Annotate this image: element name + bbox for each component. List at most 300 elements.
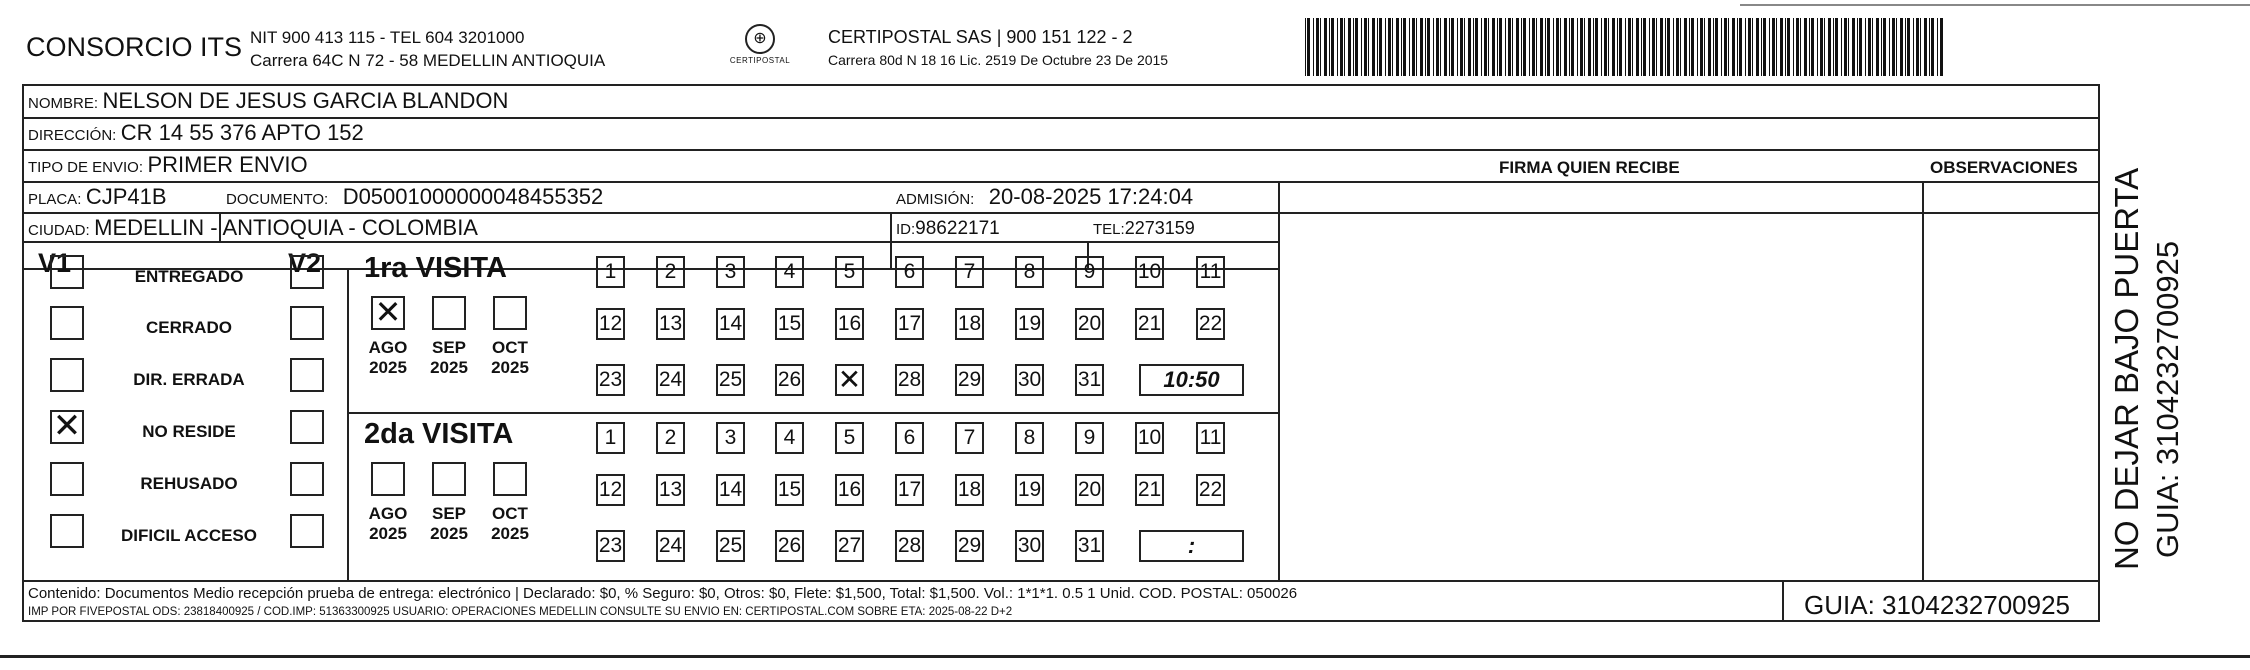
time-box[interactable]: 10:50 <box>1139 364 1244 396</box>
barcode-bar <box>1641 18 1642 76</box>
rule <box>1922 181 1924 581</box>
barcode-bar <box>1368 18 1369 76</box>
barcode-bar <box>1425 18 1426 76</box>
barcode-bar <box>1595 18 1598 76</box>
placa-row <box>28 184 167 210</box>
barcode-bar <box>1713 18 1714 76</box>
day-box[interactable]: 13 <box>656 474 685 506</box>
barcode-bar <box>1800 18 1801 76</box>
day-box[interactable]: 30 <box>1015 364 1044 396</box>
barcode-bar <box>1492 18 1495 76</box>
barcode-bar <box>1636 18 1639 76</box>
barcode-bar <box>1379 18 1382 76</box>
day-box[interactable]: 20 <box>1075 474 1104 506</box>
barcode-bar <box>1316 18 1319 76</box>
barcode-bar <box>1907 18 1910 76</box>
barcode-bar <box>1892 18 1895 76</box>
status-v2-checkbox[interactable] <box>290 410 324 444</box>
barcode-bar <box>1569 18 1570 76</box>
day-box[interactable]: 11 <box>1196 422 1225 454</box>
placa-value: CJP41B <box>85 184 167 209</box>
barcode-bar <box>1632 18 1633 76</box>
id-label: ID: <box>896 221 916 238</box>
day-box[interactable]: 9 <box>1075 422 1104 454</box>
barcode-bar <box>1427 18 1430 76</box>
status-label: NO RESIDE <box>142 422 236 441</box>
barcode-bar <box>1392 18 1393 76</box>
status-v2-checkbox[interactable] <box>290 306 324 340</box>
day-box[interactable]: 8 <box>1015 422 1044 454</box>
day-box[interactable]: 10 <box>1135 256 1164 288</box>
visit1-title: 1ra VISITA <box>364 252 507 284</box>
barcode-bar <box>1780 18 1783 76</box>
barcode-bar <box>1876 18 1879 76</box>
barcode-bar <box>1372 18 1375 76</box>
logo-emblem-icon: ⊕ <box>745 24 775 54</box>
barcode-bar <box>1859 18 1862 76</box>
direccion-value: CR 14 55 376 APTO 152 <box>120 120 364 145</box>
day-box[interactable]: 3 <box>716 256 745 288</box>
admision-row <box>896 184 1193 210</box>
month-checkbox[interactable] <box>432 462 466 496</box>
company-name: CONSORCIO ITS <box>26 32 243 62</box>
status-v1-checkbox[interactable] <box>50 306 84 340</box>
day-box[interactable]: 3 <box>716 422 745 454</box>
visit2-title: 2da VISITA <box>364 418 514 450</box>
day-box[interactable]: 1 <box>596 256 625 288</box>
barcode-bar <box>1769 18 1770 76</box>
barcode-bar <box>1931 18 1934 76</box>
barcode-bar <box>1680 18 1681 76</box>
day-box[interactable]: 9 <box>1075 256 1104 288</box>
barcode-bar <box>1516 18 1519 76</box>
barcode-bar <box>1475 18 1478 76</box>
month-checkbox[interactable] <box>493 462 527 496</box>
barcode-bar <box>1536 18 1537 76</box>
month-label <box>422 338 476 378</box>
barcode-bar <box>1440 18 1441 76</box>
barcode-bar <box>1785 18 1786 76</box>
top-rule <box>1740 4 2250 6</box>
admision-value: 20-08-2025 17:24:04 <box>988 184 1194 209</box>
status-label: CERRADO <box>146 318 232 337</box>
documento-row <box>226 184 603 210</box>
day-box[interactable]: 28 <box>895 530 924 562</box>
rule <box>24 580 2098 582</box>
barcode-bar <box>1361 18 1362 76</box>
certipostal-logo <box>728 24 792 74</box>
month-year: 2025 <box>369 524 407 543</box>
id-row <box>896 218 1000 240</box>
barcode-bar <box>1732 18 1735 76</box>
time-box[interactable]: : <box>1139 530 1244 562</box>
side-guia: GUIA: 3104232700925 <box>2150 240 2185 558</box>
barcode-bar <box>1940 18 1943 76</box>
barcode-bar <box>1484 18 1487 76</box>
status-v1-checkbox[interactable] <box>50 358 84 392</box>
rule <box>347 412 1278 414</box>
day-box[interactable]: 19 <box>1015 308 1044 340</box>
barcode-bar <box>1652 18 1655 76</box>
barcode-bar <box>1553 18 1554 76</box>
barcode-bar <box>1916 18 1919 76</box>
day-box[interactable]: 14 <box>716 474 745 506</box>
tipo-envio-row <box>28 152 308 178</box>
company-address: Carrera 64C N 72 - 58 MEDELLIN ANTIOQUIA <box>250 51 606 70</box>
day-box[interactable]: 18 <box>955 474 984 506</box>
barcode-bar <box>1420 18 1423 76</box>
status-v1-checkbox[interactable] <box>50 514 84 548</box>
day-box[interactable]: 17 <box>895 308 924 340</box>
barcode-bar <box>1905 18 1906 76</box>
delivery-form <box>22 84 2100 622</box>
rule <box>1278 181 1280 581</box>
barcode-bar <box>1313 18 1314 76</box>
day-box[interactable]: 29 <box>955 530 984 562</box>
barcode-bar <box>1481 18 1482 76</box>
barcode-bar <box>1676 18 1679 76</box>
status-label: DIR. ERRADA <box>133 370 245 389</box>
day-box[interactable]: 10 <box>1135 422 1164 454</box>
barcode-bar <box>1556 18 1559 76</box>
barcode-bar <box>1697 18 1698 76</box>
barcode-bar <box>1588 18 1591 76</box>
barcode-bar <box>1700 18 1703 76</box>
day-box[interactable]: 12 <box>596 474 625 506</box>
barcode-bar <box>1665 18 1666 76</box>
barcode-bar <box>1512 18 1513 76</box>
barcode-bar <box>1416 18 1417 76</box>
side-warning: NO DEJAR BAJO PUERTA <box>2108 167 2145 570</box>
barcode-bar <box>1601 18 1602 76</box>
day-box[interactable]: 8 <box>1015 256 1044 288</box>
barcode-bar <box>1593 18 1594 76</box>
barcode-bar <box>1787 18 1790 76</box>
footer-guia: GUIA: 3104232700925 <box>1804 590 2070 620</box>
barcode-bar <box>1724 18 1727 76</box>
rule <box>347 268 349 581</box>
day-box[interactable]: 15 <box>775 308 804 340</box>
status-v2-checkbox[interactable] <box>290 462 324 496</box>
day-box[interactable]: 31 <box>1075 530 1104 562</box>
month-year: 2025 <box>430 358 468 377</box>
barcode-bar <box>1473 18 1474 76</box>
day-box[interactable]: 17 <box>895 474 924 506</box>
barcode-bar <box>1344 18 1345 76</box>
barcode-bar <box>1889 18 1890 76</box>
barcode-bar <box>1852 18 1855 76</box>
id-value: 98622171 <box>915 218 1000 239</box>
barcode-bar <box>1523 18 1526 76</box>
barcode-bar <box>1660 18 1663 76</box>
day-box[interactable]: 23 <box>596 530 625 562</box>
barcode-bar <box>1460 18 1463 76</box>
month-year: 2025 <box>369 358 407 377</box>
barcode-bar <box>1449 18 1450 76</box>
month-checkbox[interactable] <box>432 296 466 330</box>
barcode-bar <box>1571 18 1574 76</box>
barcode-bar <box>1412 18 1415 76</box>
barcode-bar <box>1684 18 1687 76</box>
barcode-bar <box>1508 18 1511 76</box>
status-v1-checkbox[interactable]: ✕ <box>50 410 84 444</box>
tel-value: 2273159 <box>1124 218 1195 238</box>
barcode-bar <box>1457 18 1458 76</box>
day-box[interactable]: 2 <box>656 256 685 288</box>
barcode-bar <box>1820 18 1823 76</box>
month-label <box>483 338 537 378</box>
day-box[interactable]: 6 <box>895 256 924 288</box>
day-box[interactable]: 15 <box>775 474 804 506</box>
day-box[interactable]: 5 <box>835 422 864 454</box>
day-box[interactable]: 12 <box>596 308 625 340</box>
v2-header: V2 <box>288 248 322 278</box>
barcode-bar <box>1739 18 1742 76</box>
barcode-bar <box>1689 18 1690 76</box>
barcode-bar <box>1377 18 1378 76</box>
barcode-bar <box>1763 18 1766 76</box>
barcode-bar <box>1364 18 1367 76</box>
barcode-bar <box>1464 18 1465 76</box>
nombre-row <box>28 88 508 114</box>
day-box[interactable]: 21 <box>1135 474 1164 506</box>
rule <box>24 212 2098 214</box>
barcode-bar <box>1307 18 1310 76</box>
barcode-bar <box>1545 18 1546 76</box>
barcode-bar <box>1337 18 1338 76</box>
month-name: OCT <box>492 338 528 357</box>
day-box[interactable]: 25 <box>716 364 745 396</box>
nombre-value: NELSON DE JESUS GARCIA BLANDON <box>102 88 509 113</box>
barcode-bar <box>1752 18 1753 76</box>
month-checkbox[interactable] <box>371 462 405 496</box>
status-v2-checkbox[interactable] <box>290 358 324 392</box>
tipo-envio-value: PRIMER ENVIO <box>147 152 308 177</box>
month-checkbox[interactable] <box>493 296 527 330</box>
day-box[interactable]: 24 <box>656 530 685 562</box>
barcode-bar <box>1320 18 1321 76</box>
observaciones-header: OBSERVACIONES <box>1930 158 2078 177</box>
barcode-bar <box>1388 18 1391 76</box>
admision-label: ADMISIÓN: <box>896 191 975 208</box>
barcode-bar <box>1937 18 1938 76</box>
day-box[interactable]: 26 <box>775 364 804 396</box>
month-label <box>361 504 415 544</box>
barcode-bar <box>1521 18 1522 76</box>
barcode-bar <box>1809 18 1810 76</box>
day-box[interactable]: 22 <box>1196 474 1225 506</box>
certipostal-name: CERTIPOSTAL SAS | 900 151 122 - 2 <box>828 27 1133 47</box>
barcode-bar <box>1715 18 1718 76</box>
barcode-bar <box>1580 18 1583 76</box>
barcode-bar <box>1828 18 1831 76</box>
day-box[interactable]: 2 <box>656 422 685 454</box>
barcode <box>1305 18 1943 76</box>
barcode-bar <box>1497 18 1498 76</box>
day-box[interactable]: 4 <box>775 256 804 288</box>
barcode-bar <box>1608 18 1609 76</box>
barcode-bar <box>1403 18 1406 76</box>
barcode-bar <box>1560 18 1561 76</box>
company-nit: NIT 900 413 115 - TEL 604 3201000 <box>250 28 525 47</box>
barcode-bar <box>1868 18 1871 76</box>
company-info <box>250 26 605 72</box>
day-box[interactable]: 29 <box>955 364 984 396</box>
nombre-label: NOMBRE: <box>28 95 99 112</box>
month-name: SEP <box>431 504 467 523</box>
ciudad-value: MEDELLIN - ANTIOQUIA - COLOMBIA <box>94 215 478 240</box>
status-v1-checkbox[interactable] <box>50 462 84 496</box>
firma-header: FIRMA QUIEN RECIBE <box>1499 158 1680 177</box>
day-box[interactable]: 16 <box>835 474 864 506</box>
barcode-bar <box>1540 18 1543 76</box>
day-box[interactable]: 13 <box>656 308 685 340</box>
barcode-bar <box>1505 18 1506 76</box>
barcode-bar <box>1817 18 1818 76</box>
day-box[interactable]: 28 <box>895 364 924 396</box>
direccion-row <box>28 120 364 146</box>
month-name: SEP <box>431 338 467 357</box>
barcode-bar <box>1835 18 1838 76</box>
day-box[interactable]: ✕ <box>835 364 864 396</box>
barcode-bar <box>1745 18 1746 76</box>
day-box[interactable]: 16 <box>835 308 864 340</box>
barcode-bar <box>1499 18 1502 76</box>
day-box[interactable]: 31 <box>1075 364 1104 396</box>
month-label <box>422 504 476 544</box>
barcode-bar <box>1329 18 1330 76</box>
rule <box>24 117 2098 119</box>
barcode-bar <box>1348 18 1351 76</box>
barcode-bar <box>1667 18 1670 76</box>
barcode-bar <box>1433 18 1434 76</box>
day-box[interactable]: 27 <box>835 530 864 562</box>
day-box[interactable]: 7 <box>955 422 984 454</box>
barcode-bar <box>1468 18 1471 76</box>
day-box[interactable]: 30 <box>1015 530 1044 562</box>
status-v2-checkbox[interactable] <box>290 514 324 548</box>
month-year: 2025 <box>430 524 468 543</box>
day-box[interactable]: 7 <box>955 256 984 288</box>
ciudad-label: CIUDAD: <box>28 222 90 239</box>
day-box[interactable]: 22 <box>1196 308 1225 340</box>
direccion-label: DIRECCIÓN: <box>28 127 117 144</box>
tel-row <box>1093 218 1195 239</box>
documento-value: D05001000000048455352 <box>342 184 604 209</box>
rule <box>24 149 2098 151</box>
status-label: REHUSADO <box>140 474 238 493</box>
rule <box>24 241 1278 243</box>
barcode-bar <box>1488 18 1489 76</box>
barcode-bar <box>1761 18 1762 76</box>
barcode-bar <box>1737 18 1738 76</box>
day-box[interactable]: 23 <box>596 364 625 396</box>
day-box[interactable]: 18 <box>955 308 984 340</box>
barcode-bar <box>1900 18 1903 76</box>
status-v1-checkbox[interactable] <box>50 255 84 289</box>
barcode-bar <box>1305 18 1306 76</box>
status-v2-checkbox[interactable] <box>290 255 324 289</box>
barcode-bar <box>1708 18 1711 76</box>
barcode-bar <box>1617 18 1618 76</box>
month-checkbox[interactable]: ✕ <box>371 296 405 330</box>
day-box[interactable]: 6 <box>895 422 924 454</box>
certipostal-address: Carrera 80d N 18 16 Lic. 2519 De Octubre 23 De 2015 <box>828 52 1169 68</box>
footer-content: Contenido: Documentos Medio recepción prueba de entrega: electrónico | Declarado: $0, % Seguro: $0, Otros: $0, Flete: $1,500, Total: $1,500. Vol.: 1*1*1. 0.5 1 Unid. COD. POSTAL: 050026 <box>28 585 1298 602</box>
barcode-bar <box>1628 18 1631 76</box>
day-box[interactable]: 5 <box>835 256 864 288</box>
barcode-bar <box>1451 18 1454 76</box>
barcode-bar <box>1848 18 1849 76</box>
barcode-bar <box>1796 18 1799 76</box>
barcode-bar <box>1691 18 1694 76</box>
barcode-bar <box>1340 18 1343 76</box>
day-box[interactable]: 26 <box>775 530 804 562</box>
barcode-bar <box>1625 18 1626 76</box>
month-year: 2025 <box>491 524 529 543</box>
day-box[interactable]: 25 <box>716 530 745 562</box>
ciudad-row <box>28 215 478 241</box>
status-label: ENTREGADO <box>134 267 244 286</box>
barcode-bar <box>1409 18 1410 76</box>
month-year: 2025 <box>491 358 529 377</box>
barcode-bar <box>1844 18 1847 76</box>
barcode-bar <box>1756 18 1759 76</box>
tipo-envio-label: TIPO DE ENVIO: <box>28 159 144 176</box>
barcode-bar <box>1396 18 1399 76</box>
barcode-bar <box>1833 18 1834 76</box>
barcode-bar <box>1604 18 1607 76</box>
barcode-bar <box>1913 18 1914 76</box>
day-box[interactable]: 11 <box>1196 256 1225 288</box>
barcode-bar <box>1673 18 1674 76</box>
day-box[interactable]: 1 <box>596 422 625 454</box>
certipostal-info <box>828 26 1168 72</box>
barcode-bar <box>1793 18 1794 76</box>
v1-header: V1 <box>38 248 72 278</box>
barcode-bar <box>1649 18 1650 76</box>
barcode-bar <box>1920 18 1921 76</box>
barcode-bar <box>1619 18 1622 76</box>
barcode-bar <box>1924 18 1927 76</box>
rule <box>2098 86 2100 622</box>
day-box[interactable]: 20 <box>1075 308 1104 340</box>
barcode-bar <box>1324 18 1327 76</box>
day-box[interactable]: 4 <box>775 422 804 454</box>
barcode-bar <box>1824 18 1825 76</box>
barcode-bar <box>1865 18 1866 76</box>
barcode-bar <box>1881 18 1882 76</box>
barcode-bar <box>1564 18 1567 76</box>
day-box[interactable]: 21 <box>1135 308 1164 340</box>
barcode-bar <box>1883 18 1886 76</box>
day-box[interactable]: 19 <box>1015 474 1044 506</box>
barcode-bar <box>1547 18 1550 76</box>
barcode-bar <box>1385 18 1386 76</box>
status-label: DIFICIL ACCESO <box>120 526 257 545</box>
barcode-bar <box>1776 18 1777 76</box>
day-box[interactable]: 24 <box>656 364 685 396</box>
barcode-bar <box>1401 18 1402 76</box>
barcode-bar <box>1841 18 1842 76</box>
day-box[interactable]: 14 <box>716 308 745 340</box>
barcode-bar <box>1444 18 1447 76</box>
barcode-bar <box>1721 18 1722 76</box>
barcode-bar <box>1577 18 1578 76</box>
month-name: OCT <box>492 504 528 523</box>
barcode-bar <box>1772 18 1775 76</box>
barcode-bar <box>1436 18 1439 76</box>
